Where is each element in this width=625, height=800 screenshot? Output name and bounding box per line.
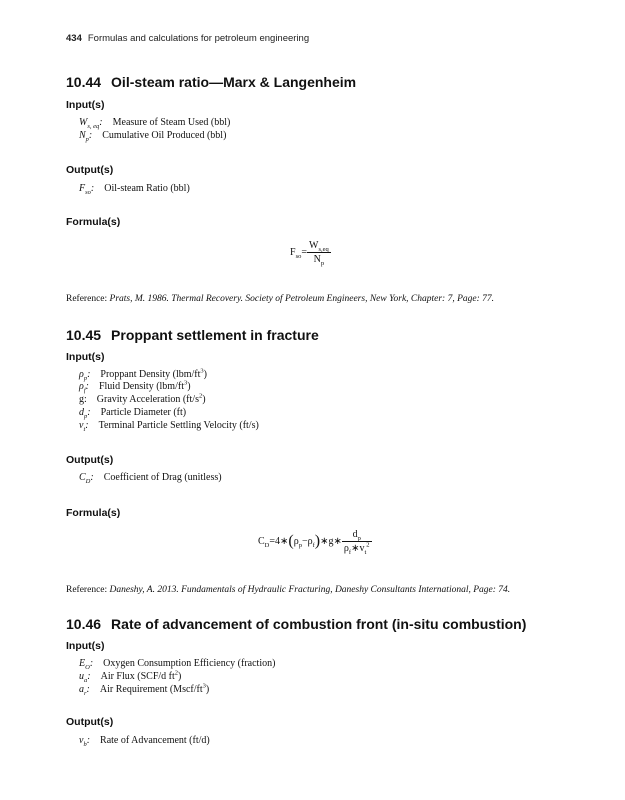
formula-drag-coefficient: $C_D=4∗(\rho_p-\rho_f)∗g∗$ $\frac{d_p}{\rho_f∗v_t^2}$ <box>258 529 370 556</box>
section-title-10-44: 10.44 Oil-steam ratio—Marx & Langenheim <box>66 74 357 90</box>
formulas-heading: Formula(s) <box>66 507 121 519</box>
formula-oil-steam-ratio: $F_{so}=$ $\frac{W_{s,eq}}{N_p}$ <box>290 240 329 267</box>
page-number: 434 <box>66 33 82 44</box>
reference: Reference: Daneshy, A. 2013. Fundamentals of Hydraulic Fracturing, Daneshy Consultants International, Page: 74. <box>66 585 511 595</box>
input-variable: $v_t$: Terminal Particle Settling Velocity (ft/s) <box>79 420 259 433</box>
reference: Reference: Prats, M. 1986. Thermal Recovery. Society of Petroleum Engineers, New York, Chapter: 7, Page: 77. <box>66 294 495 304</box>
formulas-heading: Formula(s) <box>66 216 121 228</box>
outputs-heading: Output(s) <box>66 716 114 728</box>
running-head-title: Formulas and calculations for petroleum engineering <box>87 33 310 44</box>
section-title-10-45: 10.45 Proppant settlement in fracture <box>66 327 319 343</box>
inputs-heading: Input(s) <box>66 99 105 111</box>
input-variable: $N_p$: Cumulative Oil Produced (bbl) <box>79 130 227 143</box>
output-variable: $v_b$: Rate of Advancement (ft/d) <box>79 735 210 748</box>
input-variable: $a_r$: Air Requirement $(Mscf/ft^3)$ <box>79 682 210 697</box>
inputs-heading: Input(s) <box>66 640 105 652</box>
input-variable: g: Gravity Acceleration $(ft/s^2)$ <box>79 392 206 405</box>
input-variable: $\rho_p$: Proppant Density $(lbm/ft^3)$ <box>79 367 207 382</box>
input-variable: $E_O$: Oxygen Consumption Efficiency (fraction) <box>79 658 276 671</box>
outputs-heading: Output(s) <box>66 164 114 176</box>
section-title-10-46: 10.46 Rate of advancement of combustion front (in-situ combustion) <box>66 616 527 632</box>
input-variable: $d_p$: Particle Diameter (ft) <box>79 407 187 420</box>
inputs-heading: Input(s) <box>66 351 105 363</box>
outputs-heading: Output(s) <box>66 454 114 466</box>
input-variable: $u_a$: Air Flux (SCF/d $ft^2$) <box>79 669 182 684</box>
output-variable: $C_D$: Coefficient of Drag (unitless) <box>79 472 222 485</box>
output-variable: $F_{so}$: Oil-steam Ratio (bbl) <box>79 183 190 196</box>
input-variable: $W_{s, eq}$: Measure of Steam Used (bbl) <box>79 117 231 130</box>
running-head <box>66 33 309 44</box>
input-variable: $\rho_f$: Fluid Density $(lbm/ft^3)$ <box>79 379 191 394</box>
